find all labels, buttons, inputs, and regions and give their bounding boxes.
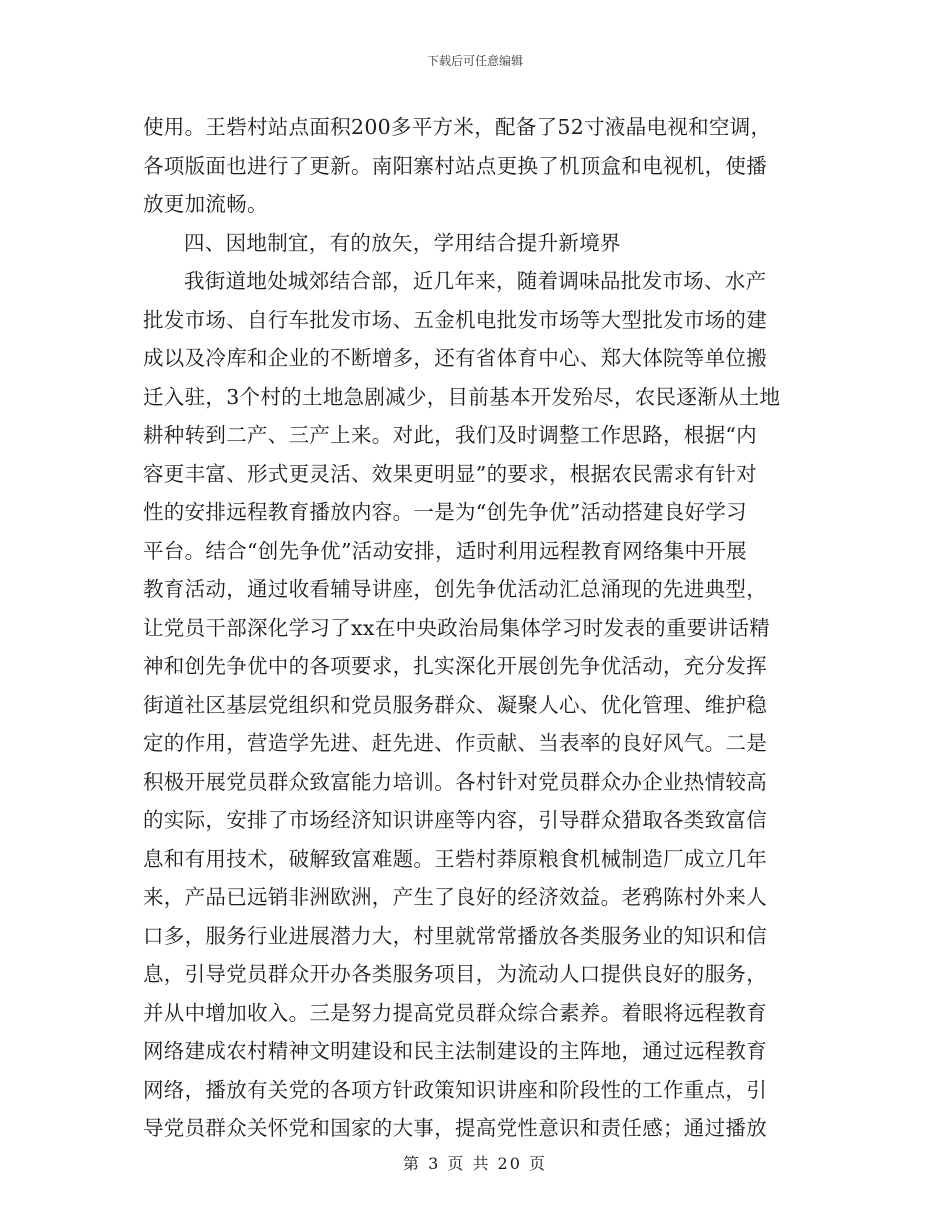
- text-line: 耕种转到二产、三产上来。对此，我们及时调整工作思路，根据“内: [143, 423, 757, 447]
- document-body: [143, 108, 805, 1148]
- text-line: 神和创先争优中的各项要求，扎实深化开展创先争优活动，充分发挥: [143, 654, 767, 678]
- text-line: 的实际，安排了市场经济知识讲座等内容，引导群众猎取各类致富信: [143, 808, 767, 832]
- text-line: 成以及冷库和企业的不断增多，还有省体育中心、郑大体院等单位搬: [143, 346, 767, 370]
- text-line: 并从中增加收入。三是努力提高党员群众综合素养。着眼将远程教育: [143, 1000, 767, 1025]
- text-line: 口多，服务行业进展潜力大，村里就常常播放各类服务业的知识和信: [143, 923, 767, 948]
- text-line: 容更丰富、形式更灵活、效果更明显”的要求，根据农民需求有针对: [143, 461, 757, 486]
- page-number: 第 3 页 共 20 页: [403, 1154, 547, 1173]
- text-line: 积极开展党员群众致富能力培训。各村针对党员群众办企业热情较高: [143, 769, 767, 794]
- text-line: 各项版面也进行了更新。南阳寨村站点更换了机顶盒和电视机，使播: [143, 153, 767, 178]
- text-line: 迁入驻，3个村的土地急剧减少，目前基本开发殆尽，农民逐渐从土地: [143, 384, 781, 409]
- text-line: 让党员干部深化学习了xx在中央政治局集体学习时发表的重要讲话精: [143, 615, 770, 640]
- text-line: 我街道地处城郊结合部，近几年来，随着调味品批发市场、水产: [184, 269, 767, 293]
- text-line: 息，引导党员群众开办各类服务项目，为流动人口提供良好的服务，: [143, 962, 767, 986]
- text-line: 平台。结合“创先争优”活动安排，适时利用远程教育网络集中开展: [143, 538, 747, 563]
- text-line: 网络建成农村精神文明建设和民主法制建设的主阵地，通过远程教育: [143, 1039, 767, 1063]
- text-line: 性的安排远程教育播放内容。一是为“创先争优”活动搭建良好学习: [143, 500, 747, 524]
- text-line: 使用。王砦村站点面积200多平方米，配备了52寸液晶电视和空调，: [143, 115, 772, 139]
- text-line: 导党员群众关怀党和国家的大事，提高党性意识和责任感；通过播放: [143, 1116, 767, 1140]
- text-line: 街道社区基层党组织和党员服务群众、凝聚人心、优化管理、维护稳: [143, 692, 767, 717]
- text-line: 网络，播放有关党的各项方针政策知识讲座和阶段性的工作重点，引: [143, 1077, 767, 1102]
- text-line: 定的作用，营造学先进、赶先进、作贡献、当表率的良好风气。二是: [143, 731, 767, 755]
- text-line: 来，产品已远销非洲欧洲，产生了良好的经济效益。老鸦陈村外来人: [143, 885, 767, 909]
- page-header-note: 下载后可任意编辑: [426, 54, 523, 68]
- text-line: 批发市场、自行车批发市场、五金机电批发市场等大型批发市场的建: [143, 307, 767, 332]
- section-heading: 四、因地制宜，有的放矢，学用结合提升新境界: [184, 230, 621, 255]
- text-line: 放更加流畅。: [143, 192, 268, 216]
- text-line: 息和有用技术，破解致富难题。王砦村莽原粮食机械制造厂成立几年: [143, 846, 767, 871]
- text-line: 教育活动，通过收看辅导讲座，创先争优活动汇总涌现的先进典型，: [143, 577, 767, 601]
